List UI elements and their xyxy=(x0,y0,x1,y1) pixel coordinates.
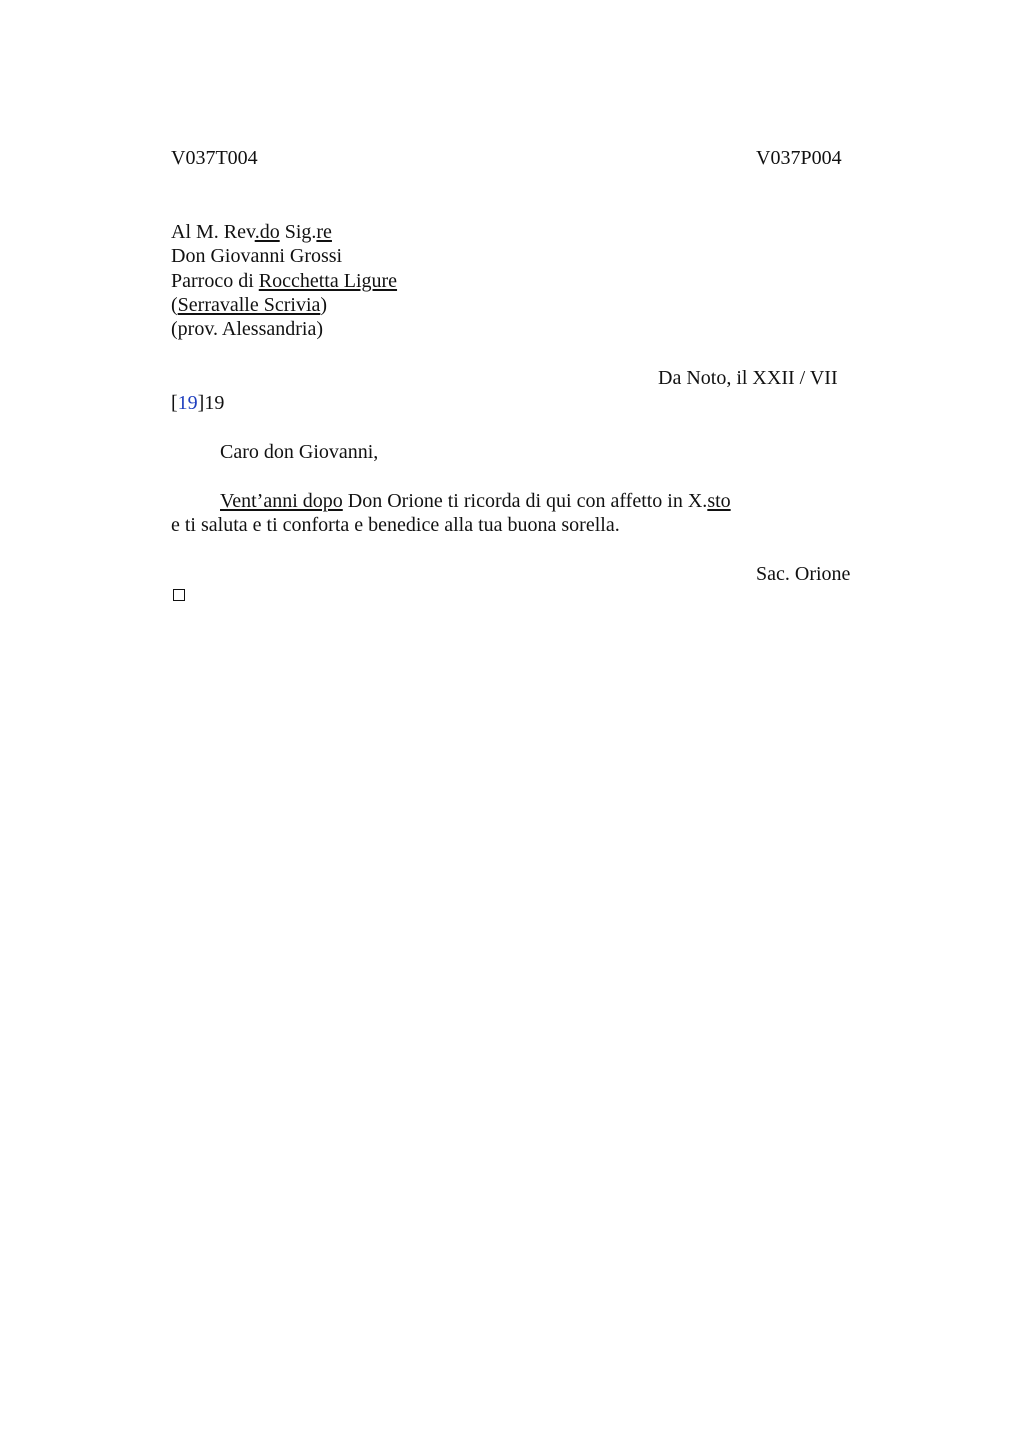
body-underlined-phrase: Vent’anni dopo xyxy=(220,490,343,512)
salutation: Caro don Giovanni, xyxy=(220,441,379,463)
square-mark-icon xyxy=(173,589,185,601)
address-line-3 xyxy=(171,269,397,293)
address-line-3-place: Rocchetta Ligure xyxy=(258,270,398,292)
address-line-1-sig: Sig. xyxy=(279,221,317,243)
document-code-right: V037P004 xyxy=(756,147,842,169)
dateline-year-rest: ]19 xyxy=(197,392,225,414)
address-line-1-do: .do xyxy=(254,221,280,243)
dateline-year xyxy=(171,391,224,415)
address-line-1 xyxy=(171,220,332,244)
address-line-3-prefix: Parroco di xyxy=(171,270,259,292)
dateline-year-inserted: 19 xyxy=(177,392,198,414)
address-line-4-place: Serravalle Scrivia xyxy=(177,294,321,316)
address-line-4-open: ( xyxy=(171,294,178,316)
body-line-1-sto: sto xyxy=(707,490,731,512)
address-line-1-re: re xyxy=(316,221,332,243)
document-code-left: V037T004 xyxy=(171,147,258,169)
address-line-1-prefix: Al M. Rev xyxy=(171,221,255,243)
dateline-year-open: [ xyxy=(171,392,178,414)
address-line-4-close: ) xyxy=(320,294,328,316)
signature: Sac. Orione xyxy=(756,563,851,585)
body-line-1-rest: Don Orione ti ricorda di qui con affetto in X. xyxy=(342,490,708,512)
dateline-place-date: Da Noto, il XXII / VII xyxy=(658,367,838,389)
address-line-5: (prov. Alessandria) xyxy=(171,318,323,340)
body-line-1 xyxy=(220,489,731,513)
address-line-4 xyxy=(171,293,327,317)
address-line-2: Don Giovanni Grossi xyxy=(171,245,343,267)
body-line-2: e ti saluta e ti conforta e benedice alla tua buona sorella. xyxy=(171,514,620,536)
